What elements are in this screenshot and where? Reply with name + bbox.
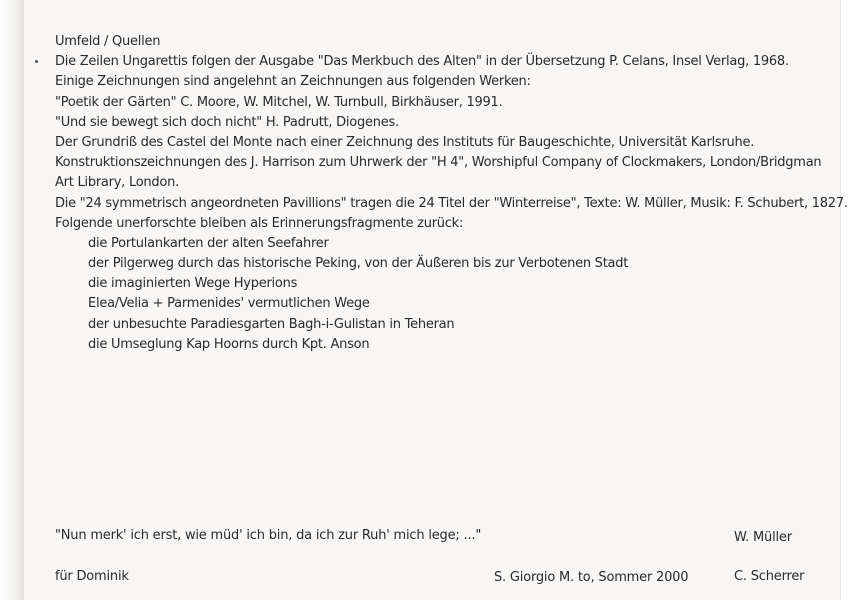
place-date: S. Giorgio M. to, Sommer 2000 [494,570,689,585]
section-heading: Umfeld / Quellen [55,34,161,49]
source-line: Die "24 symmetrisch angeordneten Pavillions" tragen die 24 Titel der "Winterreise", Texte: W. Müller, Musik: F. Schubert, 1827. [55,195,848,211]
source-line: Die Zeilen Ungarettis folgen der Ausgabe "Das Merkbuch des Alten" in der Übersetzung P. Celans, Insel Verlag, 1968. [55,54,789,70]
author-name: C. Scherrer [734,569,805,584]
paper-mark [35,60,38,63]
source-line: Folgende unerforschte bleiben als Erinnerungsfragmente zurück: [55,215,464,231]
fragment-item: die Umseglung Kap Hoorns durch Kpt. Anson [88,336,370,352]
closing-quote: "Nun merk' ich erst, wie müd' ich bin, da ich zur Ruh' mich lege; ..." [55,528,482,543]
source-line: Einige Zeichnungen sind angelehnt an Zeichnungen aus folgenden Werken: [55,74,531,90]
fragment-item: der unbesuchte Paradiesgarten Bagh-i-Gulistan in Teheran [88,316,455,332]
dedication: für Dominik [55,569,129,584]
source-line: "Und sie bewegt sich doch nicht" H. Padrutt, Diogenes. [55,114,399,130]
fragment-item: die Portulankarten der alten Seefahrer [88,235,329,251]
sources-block [55,32,848,355]
source-line: "Poetik der Gärten" C. Moore, W. Mitchel, W. Turnbull, Birkhäuser, 1991. [55,94,503,110]
fragment-item: der Pilgerweg durch das historische Peking, von der Äußeren bis zur Verbotenen Stadt [88,256,629,272]
source-line: Konstruktionszeichnungen des J. Harrison zum Uhrwerk der "H 4", Worshipful Company of Clockmakers, London/Bridgman [55,155,822,171]
paper-fold [0,0,24,600]
fragment-item: die imaginierten Wege Hyperions [88,276,298,292]
quote-author: W. Müller [734,530,792,545]
source-line: Der Grundriß des Castel del Monte nach einer Zeichnung des Instituts für Baugeschichte, Universität Karlsruhe. [55,134,755,150]
source-line: Art Library, London. [55,175,179,191]
fragment-item: Elea/Velia + Parmenides' vermutlichen Wege [88,296,370,312]
